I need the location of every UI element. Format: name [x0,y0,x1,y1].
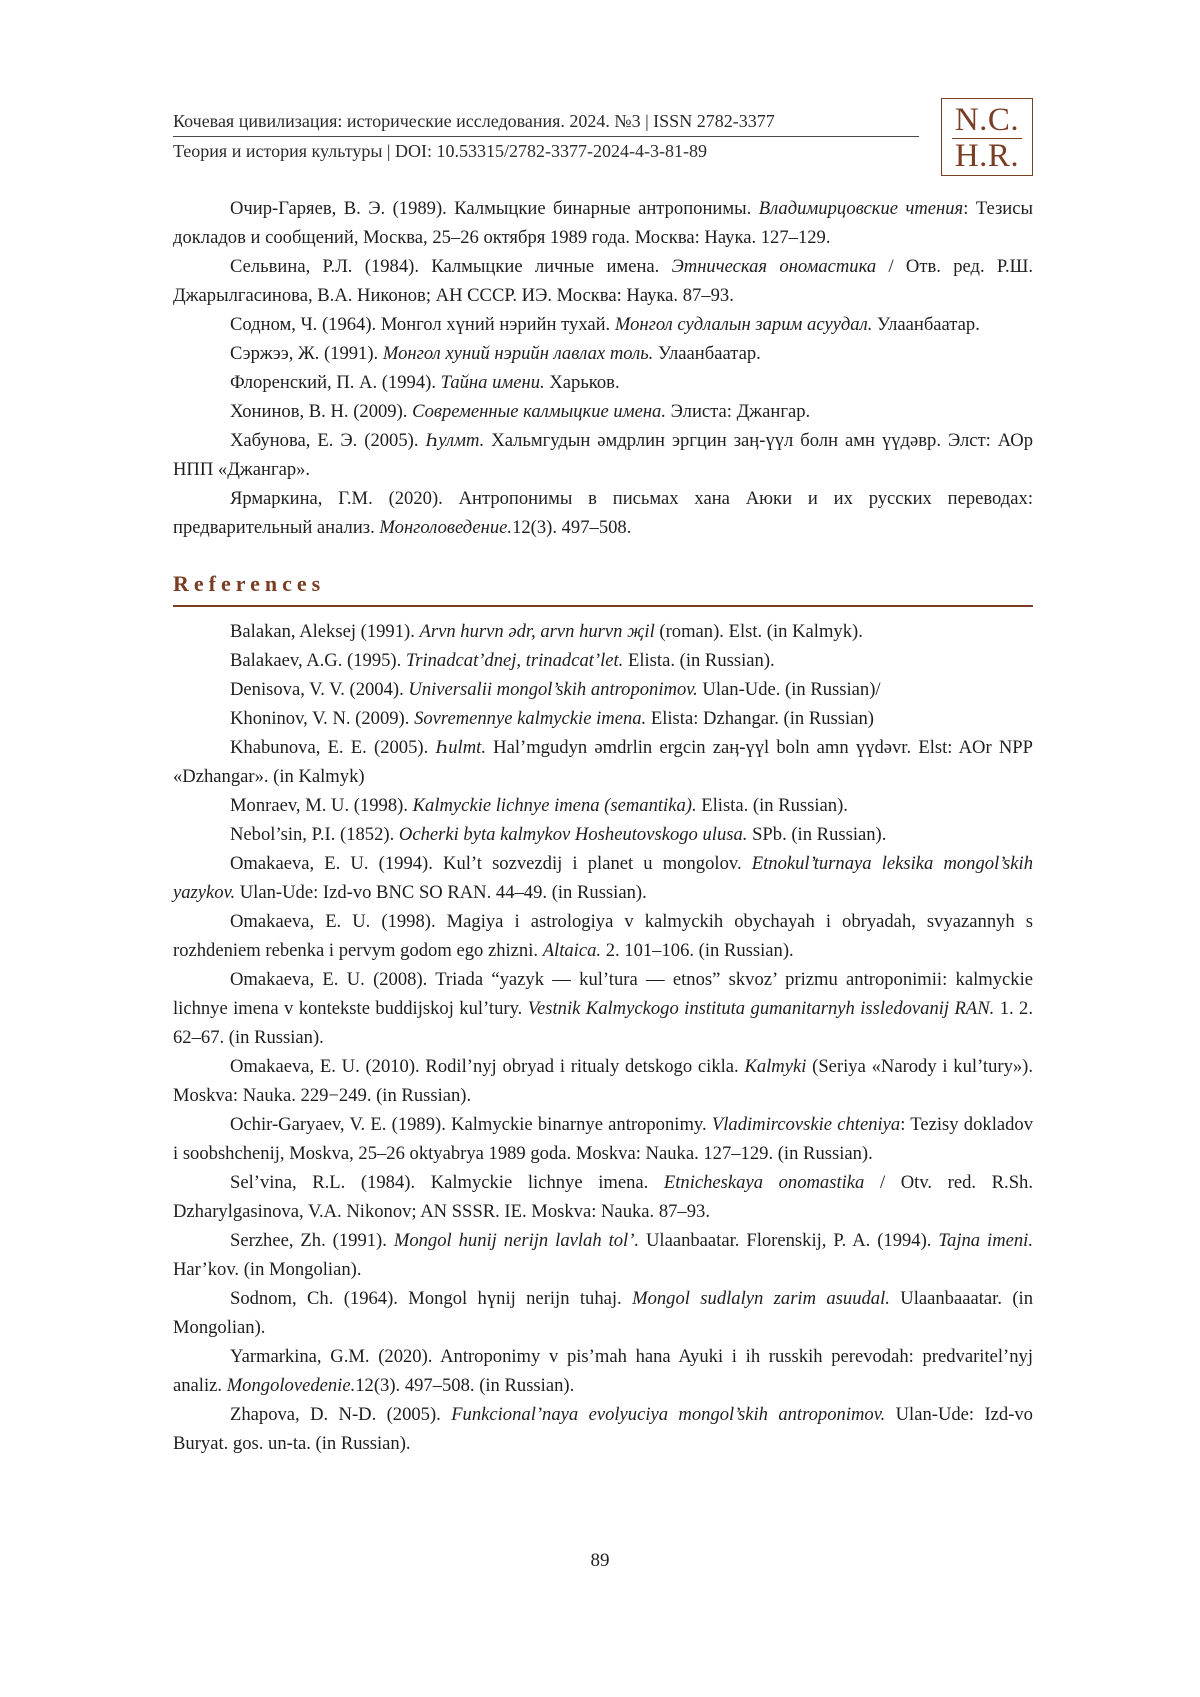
reference-title: Vestnik Kalmyckogo instituta gumanitarnyh issledovanij RAN. [527,998,995,1019]
reference-title: Etnicheskaya onomastika [663,1172,865,1193]
reference-entry [173,1284,1033,1342]
reference-title: Тайна имени. [440,372,545,393]
reference-text: Nebol’sin, P.I. (1852). [230,824,399,845]
reference-entry [173,1052,1033,1110]
reference-text: 12(3). 497–508. [512,517,632,538]
reference-title: Монгол хуний нэрийн лавлах толь. [382,343,654,364]
reference-text: Har’kov. (in Mongolian). [173,1259,362,1280]
reference-title: Kalmyckie lichnye imena (semantika). [412,795,697,816]
reference-text: SPb. (in Russian). [747,824,887,845]
reference-entry [173,339,1033,368]
reference-entry [173,907,1033,965]
reference-text: (roman). Elst. (in Kalmyk). [654,621,863,642]
references-heading: References [173,569,1033,607]
reference-entry [173,484,1033,542]
reference-title: Sovremennye kalmyckie imena. [414,708,647,729]
reference-entry [173,426,1033,484]
reference-title: Монголоведение. [379,517,513,538]
reference-entry [173,617,1033,646]
reference-text: Ярмаркина, Г.М. (2020). Антропонимы в письмах хана Аюки и их русских переводах: предварительный анализ. [173,488,1033,538]
reference-title: Altaica. [542,940,602,961]
reference-text: Omakaeva, E. U. (1998). Magiya i astrologiya v kalmyckih obychayah i obryadah, svyazannyh s rozhdeniem rebenka i pervym godom ego zhizni. [173,911,1033,961]
reference-entry [173,397,1033,426]
reference-title: Funkcional’naya evolyuciya mongol’skih antroponimov. [451,1404,886,1425]
reference-text: : Tezisy dokladov i soobshchenij, Moskva, 25–26 oktyabrya 1989 goda. Moskva: Nauka. 127–129. (in Russian). [173,1114,1033,1164]
reference-title: Tajna imeni. [938,1230,1033,1251]
reference-text: Denisova, V. V. (2004). [230,679,409,700]
reference-text: Zhapova, D. N-D. (2005). [230,1404,452,1425]
reference-entry [173,1168,1033,1226]
reference-title: Mongol hunij nerijn lavlah tol’. [393,1230,640,1251]
reference-entry [173,675,1033,704]
reference-text: (Seriya «Narody i kul’tury»). Moskva: Nauka. 229−249. (in Russian). [173,1056,1034,1106]
reference-text: Хабунова, Е. Э. (2005). [230,430,426,451]
logo-line-2: H.R. [954,138,1020,174]
reference-text: Ochir-Garyaev, V. E. (1989). Kalmyckie binarnye antroponimy. [230,1114,712,1135]
reference-title: Mongol sudlalyn zarim asuudal. [632,1288,890,1309]
references-list [173,617,1033,1458]
reference-text: Omakaeva, E. U. (1994). Kul’t sozvezdij i planet u mongolov. [230,853,752,874]
reference-text: Хальмгудын әмдрлин эргцин заӊ-үүл болн амн үүдәвр. Элст: АОр НПП «Джангар». [173,430,1034,480]
reference-text: Monraev, M. U. (1998). [230,795,413,816]
reference-text: : Тезисы докладов и сообщений, Москва, 25–26 октября 1989 года. Москва: Наука. 127–129. [173,198,1033,248]
reference-text: Khabunova, E. E. (2005). [230,737,436,758]
reference-text: 2. 101–106. (in Russian). [601,940,794,961]
reference-title: Монгол судлалын зарим асуудал. [614,314,873,335]
reference-text: Элиста: Джангар. [666,401,811,422]
reference-text: Улаанбаатар. [653,343,761,364]
reference-entry [173,820,1033,849]
running-head [173,108,919,165]
reference-title: Этническая ономастика [671,256,877,277]
journal-title-line: Кочевая цивилизация: исторические исследования. 2024. №3 | ISSN 2782-3377 [173,108,919,137]
reference-entry [173,310,1033,339]
reference-title: Trinadcat’dnej, trinadcat’let. [405,650,624,671]
reference-entry [173,1400,1033,1458]
reference-text: Elista: Dzhangar. (in Russian) [646,708,874,729]
reference-text: 1. 2. 62–67. (in Russian). [173,998,1033,1048]
reference-text: Elista. (in Russian). [623,650,775,671]
reference-entry [173,646,1033,675]
reference-text: Hal’mgudyn əmdrlin ergcin zaӊ-үүl boln amn үүdəvr. Elst: AOr NPP «Dzhangar». (in Kalmyk) [173,737,1033,787]
reference-title: Arvn hurvn ədr, arvn hurvn җil [419,621,655,642]
reference-text: Сэржээ, Ж. (1991). [230,343,383,364]
reference-entry [173,1342,1033,1400]
reference-text: Balakan, Aleksej (1991). [230,621,420,642]
reference-text: Очир-Гаряев, В. Э. (1989). Калмыцкие бинарные антропонимы. [230,198,759,219]
logo-line-1: N.C. [954,102,1020,138]
reference-text: Serzhee, Zh. (1991). [230,1230,394,1251]
reference-text: Khoninov, V. N. (2009). [230,708,415,729]
russian-reference-list [173,194,1033,542]
reference-text: Харьков. [544,372,620,393]
reference-title: Владимирцовские чтения [758,198,964,219]
reference-text: Хонинов, В. Н. (2009). [230,401,413,422]
reference-text: / Otv. red. R.Sh. Dzharylgasinova, V.A. Nikonov; AN SSSR. IE. Moskva: Nauka. 87–93. [173,1172,1033,1222]
reference-title: Ocherki byta kalmykov Hosheutovskogo ulusa. [398,824,748,845]
reference-text: Omakaeva, E. U. (2010). Rodil’nyj obryad i ritualy detskogo cikla. [230,1056,745,1077]
page-number: 89 [590,1550,610,1571]
reference-text: Флоренский, П. А. (1994). [230,372,441,393]
reference-entry [173,733,1033,791]
reference-entry [173,194,1033,252]
reference-text: Elista. (in Russian). [696,795,848,816]
reference-text: Ulan-Ude: Izd-vo BNC SO RAN. 44–49. (in Russian). [235,882,647,903]
doi-line: Теория и история культуры | DOI: 10.53315/2782-3377-2024-4-3-81-89 [173,141,707,161]
reference-entry [173,252,1033,310]
reference-title: Etnokul’turnaya leksika mongol’skih yazykov. [173,853,1033,903]
reference-text: Ulaanbaaatar. (in Mongolian). [173,1288,1033,1338]
reference-text: Ulan-Ude: Izd-vo Buryat. gos. un-ta. (in Russian). [173,1404,1033,1454]
reference-text: Содном, Ч. (1964). Монгол хүний нэрийн тухай. [230,314,615,335]
reference-title: Һулмт. [425,430,485,451]
reference-entry [173,704,1033,733]
reference-text: Yarmarkina, G.M. (2020). Antroponimy v pis’mah hana Ayuki i ih russkih perevodah: predvaritel’nyj analiz. [173,1346,1033,1396]
reference-text: Сельвина, Р.Л. (1984). Калмыцкие личные имена. [230,256,672,277]
reference-title: Universalii mongol’skih antroponimov. [408,679,698,700]
reference-entry [173,1226,1033,1284]
reference-title: Kalmyki [744,1056,807,1077]
reference-title: Mongolovedenie. [226,1375,356,1396]
reference-entry [173,791,1033,820]
reference-entry [173,368,1033,397]
article-content [173,194,1033,1458]
reference-text: Ulaanbaatar. Florenskij, P. A. (1994). [639,1230,939,1251]
reference-text: Sodnom, Ch. (1964). Mongol hүnij nerijn tuhaj. [230,1288,633,1309]
reference-title: Vladimircovskie chteniya [711,1114,901,1135]
reference-entry [173,849,1033,907]
reference-text: Sel’vina, R.L. (1984). Kalmyckie lichnye imena. [230,1172,664,1193]
reference-title: Современные калмыцкие имена. [412,401,666,422]
reference-text: Balakaev, A.G. (1995). [230,650,406,671]
reference-entry [173,1110,1033,1168]
reference-text: Omakaeva, E. U. (2008). Triada “yazyk — kul’tura — etnos” skvoz’ prizmu antroponimii: kalmyckie lichnye imena v kontekste buddijskoj kul’tury. [173,969,1033,1019]
reference-title: Һulmt. [435,737,486,758]
reference-entry [173,965,1033,1052]
reference-text: / Отв. ред. Р.Ш. Джарылгасинова, В.А. Никонов; АН СССР. ИЭ. Москва: Наука. 87–93. [173,256,1034,306]
reference-text: Улаанбаатар. [872,314,980,335]
journal-logo [941,98,1033,176]
reference-text: 12(3). 497–508. (in Russian). [355,1375,575,1396]
reference-text: Ulan-Ude. (in Russian)/ [697,679,881,700]
